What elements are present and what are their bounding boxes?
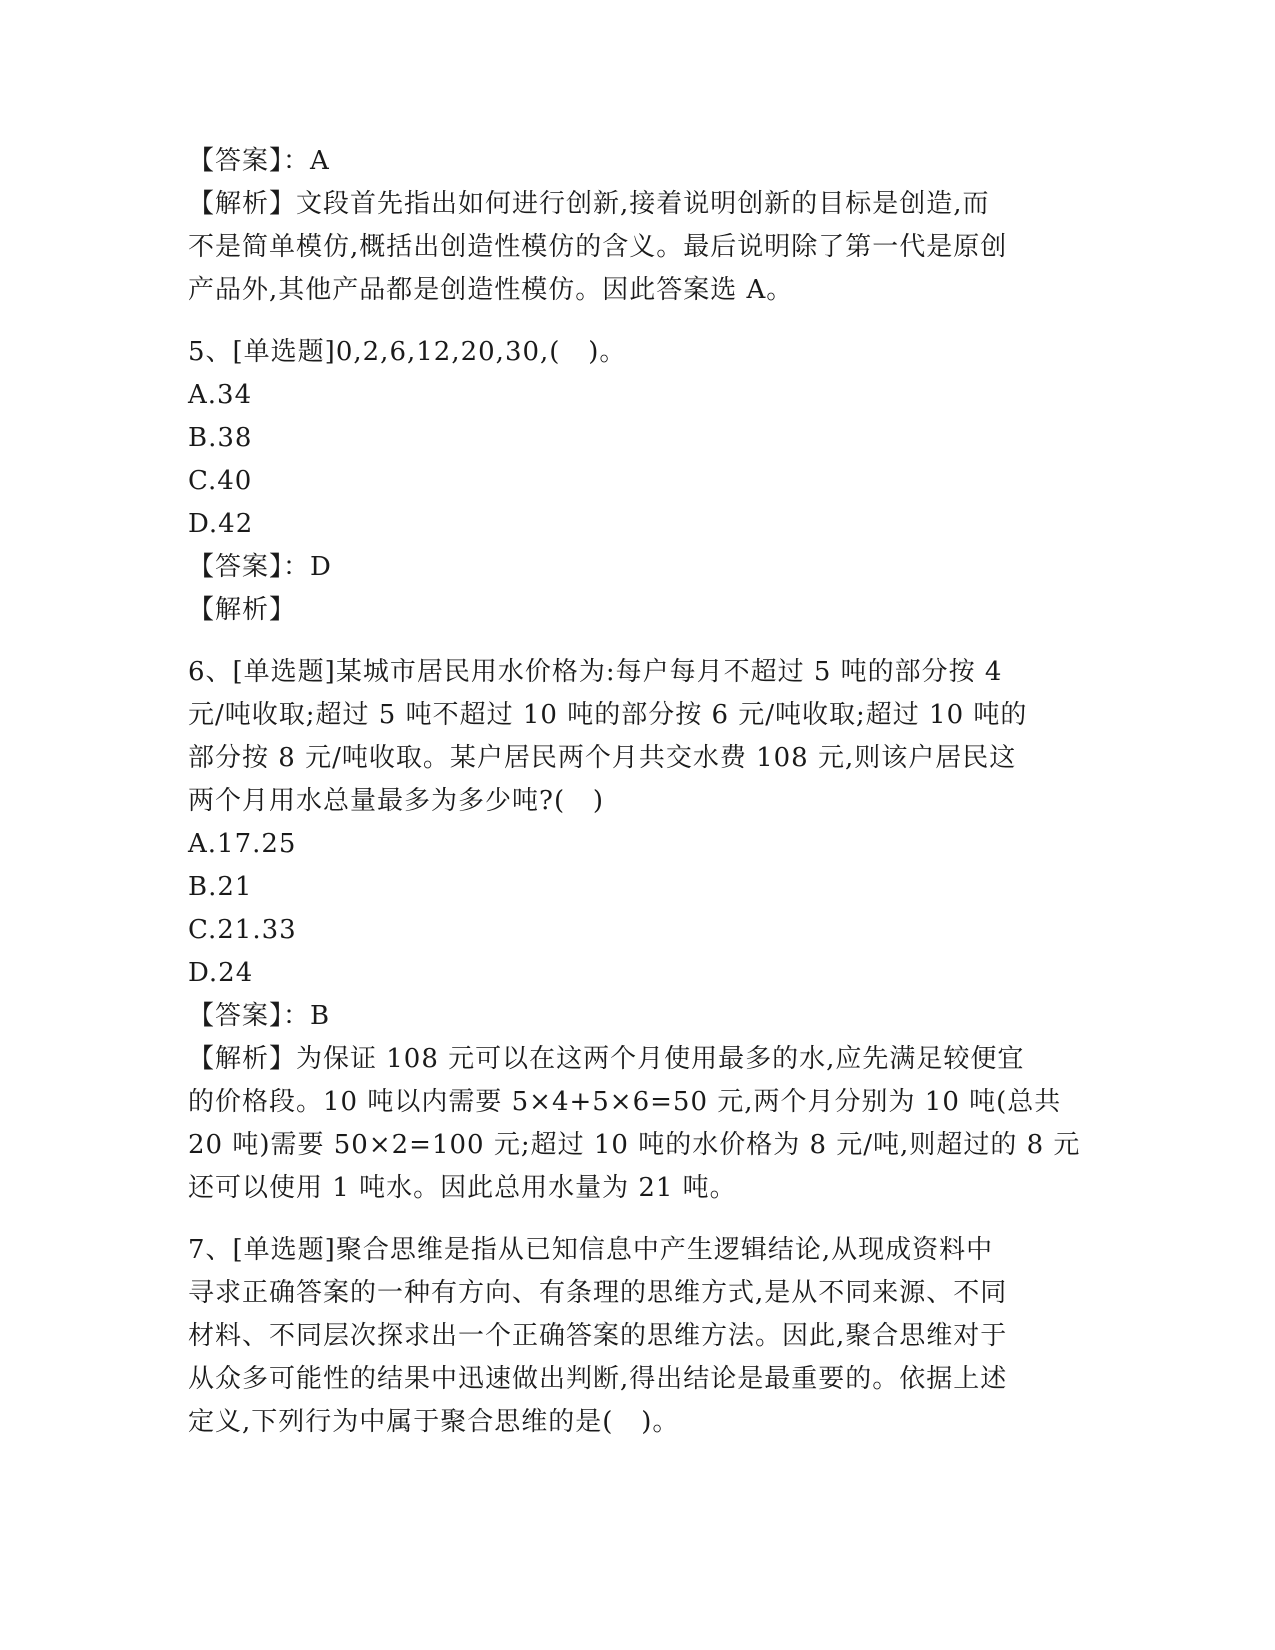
q7-stem-line: 7、[单选题]聚合思维是指从已知信息中产生逻辑结论,从现成资料中 <box>188 1235 994 1265</box>
q4-answer <box>188 140 1088 183</box>
q4-analysis-line: 不是简单模仿,概括出创造性模仿的含义。最后说明除了第一代是原创 <box>188 232 1008 262</box>
q5-option-a: A.34 <box>188 380 253 410</box>
q5-answer <box>188 546 1088 589</box>
spacer <box>188 1210 1088 1229</box>
q6-analysis-line: 20 吨)需要 50×2=100 元;超过 10 吨的水价格为 8 元/吨,则超过的 8 元 <box>188 1130 1081 1160</box>
q6-answer <box>188 995 1088 1038</box>
answer-value: ：D <box>283 552 332 582</box>
q5-analysis: 【解析】 <box>188 595 297 625</box>
q7-stem-line: 定义,下列行为中属于聚合思维的是( )。 <box>188 1407 680 1437</box>
q6-analysis-line: 还可以使用 1 吨水。因此总用水量为 21 吨。 <box>188 1173 737 1203</box>
q5-option-c: C.40 <box>188 466 253 496</box>
q5-stem: 5、[单选题]0,2,6,12,20,30,( )。 <box>188 337 627 367</box>
q4-analysis-line: 【解析】文段首先指出如何进行创新,接着说明创新的目标是创造,而 <box>188 189 990 219</box>
question-6 <box>188 651 1088 1210</box>
q6-option-b: B.21 <box>188 872 253 902</box>
q5-option-b: B.38 <box>188 423 253 453</box>
q7-stem-line: 寻求正确答案的一种有方向、有条理的思维方式,是从不同来源、不同 <box>188 1278 1008 1308</box>
question-7 <box>188 1229 1088 1444</box>
question-5 <box>188 331 1088 632</box>
q4-analysis-line: 产品外,其他产品都是创造性模仿。因此答案选 A。 <box>188 275 794 305</box>
q6-option-a: A.17.25 <box>188 829 297 859</box>
q6-stem-line: 部分按 8 元/吨收取。某户居民两个月共交水费 108 元,则该户居民这 <box>188 743 1017 773</box>
document-page <box>188 140 1088 1444</box>
answer-value: ：A <box>283 146 330 176</box>
q7-stem-line: 材料、不同层次探求出一个正确答案的思维方法。因此,聚合思维对于 <box>188 1321 1008 1351</box>
q6-option-d: D.24 <box>188 958 254 988</box>
q6-option-c: C.21.33 <box>188 915 297 945</box>
answer-tag: 【答案】 <box>188 1001 284 1031</box>
q5-option-d: D.42 <box>188 509 254 539</box>
q6-analysis-line: 的价格段。10 吨以内需要 5×4+5×6=50 元,两个月分别为 10 吨(总共 <box>188 1087 1062 1117</box>
q6-stem-line: 两个月用水总量最多为多少吨?( ) <box>188 786 605 816</box>
q6-stem-line: 元/吨收取;超过 5 吨不超过 10 吨的部分按 6 元/吨收取;超过 10 吨的 <box>188 700 1028 730</box>
answer-value: ：B <box>283 1001 331 1031</box>
q6-stem-line: 6、[单选题]某城市居民用水价格为:每户每月不超过 5 吨的部分按 4 <box>188 657 1003 687</box>
q6-analysis-line: 【解析】为保证 108 元可以在这两个月使用最多的水,应先满足较便宜 <box>188 1044 1025 1074</box>
q4-answer-block <box>188 140 1088 312</box>
q7-stem-line: 从众多可能性的结果中迅速做出判断,得出结论是最重要的。依据上述 <box>188 1364 1008 1394</box>
spacer <box>188 632 1088 651</box>
answer-tag: 【答案】 <box>188 146 284 176</box>
spacer <box>188 312 1088 331</box>
answer-tag: 【答案】 <box>188 552 284 582</box>
